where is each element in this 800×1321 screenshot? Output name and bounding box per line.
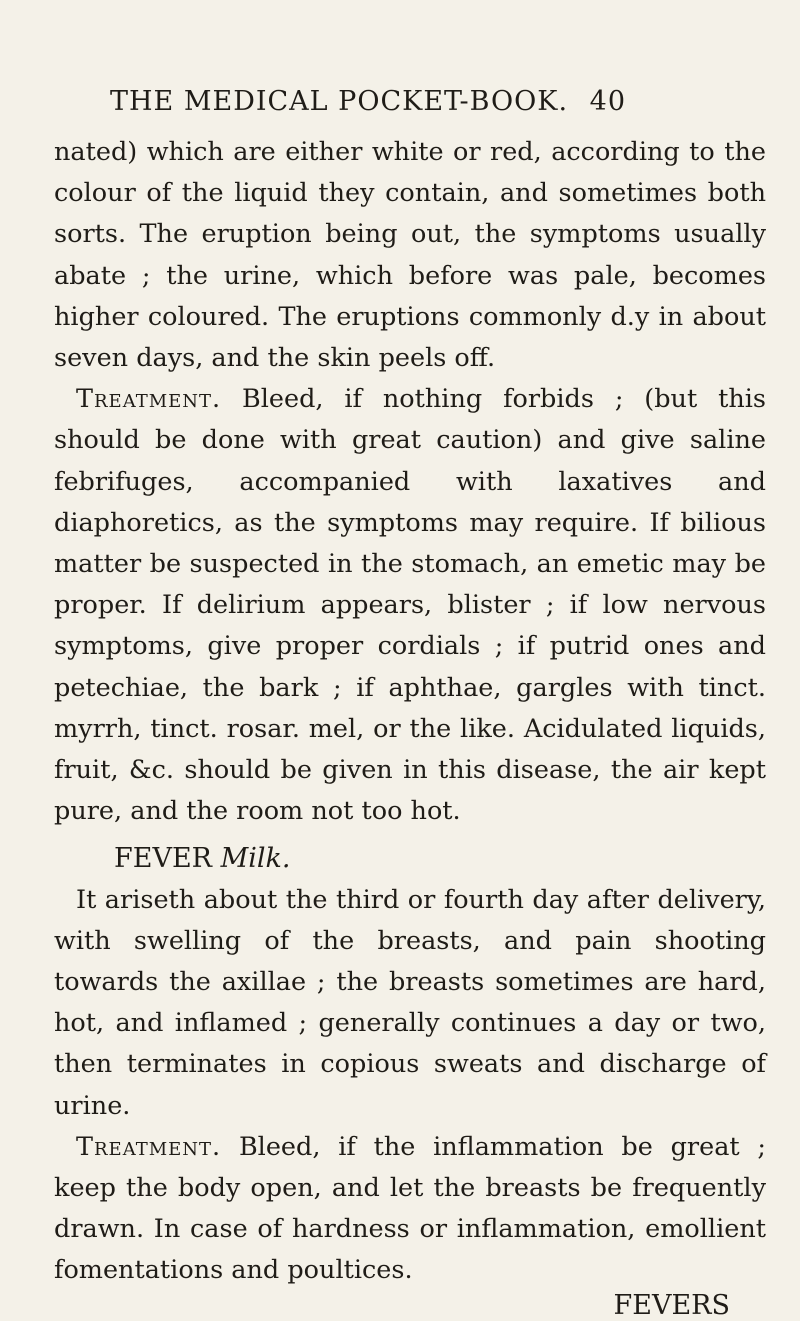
treatment-label: Treatment.	[76, 1131, 222, 1162]
heading-text: FEVER	[114, 843, 212, 875]
header-title: THE MEDICAL POCKET-BOOK.	[110, 86, 569, 117]
treatment-paragraph	[54, 1127, 766, 1292]
body-text	[54, 132, 766, 1320]
treatment-text: Bleed, if nothing forbids ; (but this should be done with great caution) and give saline febrifuges, accompanied with laxatives and diaphoretics, as the symptoms may require. If bilious matter be suspected in the stomach, an emetic may be proper. If delirium appears, blister ; if low nervous symptoms, give proper cordials ; if putrid ones and petechiae, the bark ; if aphthae, gargles with tinct. myrrh, tinct. rosar. mel, or the like. Acidulated liquids, fruit, &c. should be given in this disease, the air kept pure, and the room not too hot.	[54, 384, 766, 827]
paragraph: nated) which are either white or red, according to the colour of the liquid they contain, and sometimes both sorts. The eruption being out, the symptoms usually abate ; the urine, which before was pale, becomes higher coloured. The eruptions commonly d.y in about seven days, and the skin peels off.	[54, 137, 766, 374]
catchword: FEVERS	[613, 1289, 730, 1321]
page-number: 40	[589, 86, 626, 117]
treatment-text: Bleed, if the inflammation be great ; keep the body open, and let the breasts be frequently drawn. In case of hardness or inflammation, emollient fomentations and poultices.	[54, 1131, 767, 1286]
paragraph: It ariseth about the third or fourth day after delivery, with swelling of the breasts, and pain shooting towards the axillae ; the breasts sometimes are hard, hot, and inflamed ; generally continues a day or two, then terminates in copious sweats and discharge of urine.	[54, 884, 766, 1121]
heading-italic: Milk.	[220, 843, 291, 875]
section-heading	[114, 838, 766, 879]
treatment-label: Treatment.	[76, 384, 222, 415]
treatment-paragraph	[54, 379, 766, 832]
running-header	[78, 86, 758, 117]
